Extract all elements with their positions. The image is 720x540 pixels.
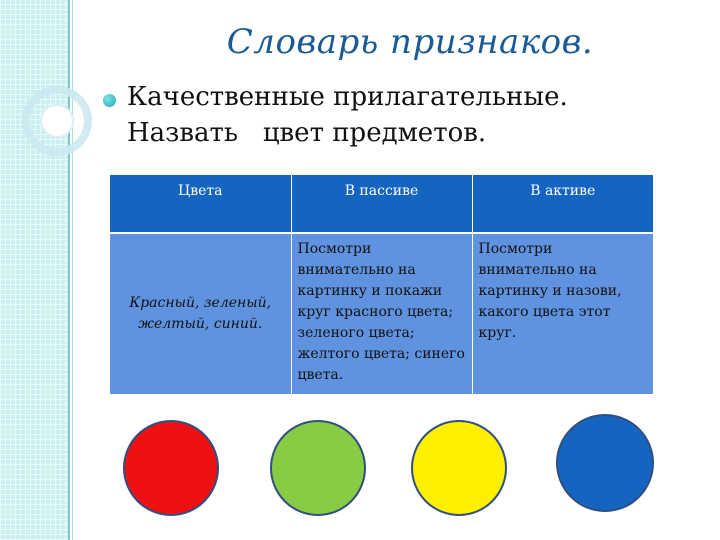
header-passive: В пассиве [291,175,472,232]
header-colors: Цвета [110,175,291,232]
table-header-row [110,175,653,232]
bullet-icon [103,94,116,107]
side-band-edge [68,0,70,540]
decorative-side-band [0,0,68,540]
decorative-ring-center [40,104,74,138]
green-circle [270,420,366,516]
table-row [110,234,653,394]
heading-text: Качественные прилагательные. [127,82,568,112]
subheading-text: Назвать цвет предметов. [127,118,487,148]
header-active: В активе [472,175,653,232]
vocabulary-table [110,175,653,394]
slide-title: Словарь признаков. [226,22,594,62]
cell-active: Посмотри внимательно на картинку и назови, какого цвета этот круг. [472,234,653,394]
blue-circle [556,414,654,512]
cell-passive: Посмотри внимательно на картинку и покажи круг красного цвета; зеленого цвета; желтого цвета; синего цвета. [291,234,472,394]
red-circle [123,420,219,516]
yellow-circle [411,420,507,516]
side-band-edge-thin [72,0,73,540]
cell-colors: Красный, зеленый, желтый, синий. [110,234,291,394]
